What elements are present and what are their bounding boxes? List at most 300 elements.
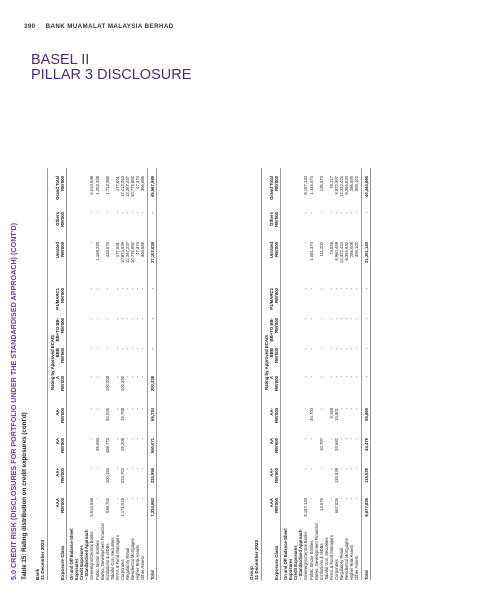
- column-header: Others RM'000: [55, 212, 65, 227]
- cell-value: 44,479: [363, 438, 369, 451]
- exposure-table-1: [35, 60, 235, 580]
- cell-value: -: [125, 498, 131, 500]
- cell-value: -: [334, 212, 339, 214]
- cell-value: -: [354, 438, 360, 440]
- cell-value: -: [344, 438, 350, 440]
- cell-value: 7,324,862: [149, 498, 155, 517]
- cell-value: -: [349, 498, 355, 500]
- row-label: Residential Mortgages: [130, 538, 136, 580]
- cell-value: -: [349, 408, 355, 410]
- column-header: AA- RM'000: [269, 408, 279, 423]
- cell-value: -: [303, 408, 309, 410]
- cell-value: -: [135, 408, 141, 410]
- row-label: Higher Risk Assets: [135, 544, 141, 580]
- cell-value: -: [114, 348, 120, 350]
- cell-value: -: [328, 348, 334, 350]
- cell-value: -: [89, 288, 95, 290]
- cell-value: -: [94, 212, 100, 214]
- cell-value: -: [334, 318, 339, 320]
- row-label: – Standardised Approach: [298, 529, 304, 580]
- cell-value: -: [308, 288, 314, 290]
- column-header: AA RM'000: [55, 438, 65, 453]
- cell-value: -: [104, 288, 110, 290]
- cell-value: 34,700: [308, 408, 314, 421]
- cell-value: -: [344, 348, 350, 350]
- cell-value: -: [334, 288, 339, 290]
- cell-value: -: [328, 498, 334, 500]
- cell-value: -: [89, 376, 95, 378]
- cell-value: 366,685: [140, 242, 146, 258]
- cell-value: -: [339, 408, 345, 410]
- cell-value: -: [318, 348, 324, 350]
- exposure-table-2: [249, 60, 449, 580]
- row-label: Takaful Cos, Securities: [323, 537, 329, 580]
- divider: [361, 168, 362, 580]
- cell-value: -: [344, 212, 350, 214]
- column-header: AA RM'000: [269, 438, 279, 453]
- section-title: 5.0 CREDIT RISK (DISCLOSURES FOR PORTFOLIO UNDER THE STANDARDISED APPROACH) (CONT'D): [9, 222, 18, 580]
- cell-value: -: [349, 468, 355, 470]
- cell-value: -: [349, 212, 355, 214]
- cell-value: 45,567,989: [149, 176, 155, 197]
- cell-value: -: [89, 408, 95, 410]
- cell-value: -: [303, 318, 309, 320]
- cell-value: -: [94, 468, 100, 470]
- cell-value: 10,797: [318, 438, 324, 451]
- cell-value: -: [339, 438, 345, 440]
- cell-value: -: [318, 318, 324, 320]
- cell-value: -: [135, 318, 141, 320]
- row-label: Banks, Development Financial: [99, 523, 105, 580]
- cell-value: -: [308, 498, 314, 500]
- column-header: AA- RM'000: [55, 408, 65, 423]
- cell-value: -: [328, 376, 334, 378]
- column-header: Unrated RM'000: [269, 242, 279, 259]
- cell-value: -: [94, 348, 100, 350]
- column-header: BBB RM'000: [55, 348, 65, 363]
- cell-value: -: [89, 318, 95, 320]
- row-label: Firms & Fund Managers: [328, 535, 334, 580]
- cell-value: -: [354, 376, 360, 378]
- cell-value: -: [308, 212, 314, 214]
- column-header: AAA RM'000: [55, 498, 65, 513]
- cell-value: 8,356,520: [344, 176, 350, 195]
- cell-value: -: [354, 498, 360, 500]
- cell-value: -: [94, 408, 100, 410]
- cell-value: 177,691: [114, 176, 120, 192]
- cell-value: 8,197,133: [303, 176, 309, 195]
- column-header: A RM'000: [269, 376, 279, 391]
- column-header: Grand Total RM'000: [269, 176, 279, 200]
- cell-value: -: [130, 498, 136, 500]
- cell-value: -: [354, 212, 360, 214]
- cell-value: 12,322,424: [339, 242, 345, 263]
- cell-value: -: [339, 318, 345, 320]
- exposure-class-label: Exposure Class: [274, 545, 279, 580]
- cell-value: -: [363, 212, 369, 214]
- cell-value: 111,200: [318, 242, 324, 257]
- row-label: Regulatory Retail: [339, 547, 345, 580]
- column-header: BB+TO BB- RM'000: [55, 318, 65, 342]
- cell-value: 9,872,507: [334, 176, 339, 195]
- cell-value: 15,801: [334, 408, 339, 421]
- cell-value: -: [328, 468, 334, 470]
- cell-value: -: [130, 348, 136, 350]
- cell-value: -: [354, 348, 360, 350]
- cell-value: -: [130, 212, 136, 214]
- table-entity: Bank: [35, 568, 40, 580]
- cell-value: -: [363, 348, 369, 350]
- cell-value: 5,613,639: [89, 498, 95, 517]
- cell-value: -: [339, 212, 345, 214]
- cell-value: -: [135, 498, 141, 500]
- total-row: [150, 20, 155, 580]
- cell-value: -: [135, 348, 141, 350]
- cell-value: -: [125, 438, 131, 440]
- column-header: AA+ RM'000: [269, 468, 279, 483]
- cell-value: -: [125, 408, 131, 410]
- column-header: BBB RM'000: [269, 348, 279, 363]
- divider: [156, 168, 157, 580]
- cell-value: -: [120, 212, 125, 214]
- cell-value: -: [130, 376, 136, 378]
- cell-value: -: [349, 376, 355, 378]
- cell-value: 37,102,028: [149, 242, 155, 263]
- row-label: Credit Exposures: [79, 545, 85, 580]
- cell-value: -: [89, 348, 95, 350]
- cell-value: -: [354, 408, 360, 410]
- cell-value: 433,675: [104, 242, 110, 258]
- cell-value: 1,168,235: [94, 242, 100, 261]
- row-label: Institutions & MDBs: [104, 543, 110, 580]
- cell-value: -: [349, 438, 355, 440]
- cell-value: 10,874,539: [120, 242, 125, 263]
- column-header: BB+TO BB- RM'000: [269, 318, 279, 342]
- cell-value: -: [349, 348, 355, 350]
- cell-value: -: [328, 212, 334, 214]
- cell-value: -: [339, 468, 345, 470]
- cell-value: 12,267,237: [125, 176, 131, 197]
- cell-value: -: [94, 318, 100, 320]
- cell-value: -: [130, 468, 136, 470]
- row-label: Banks, Development Financial: [313, 523, 319, 580]
- row-label: Other Assets: [140, 556, 146, 580]
- cell-value: -: [308, 468, 314, 470]
- divider: [147, 168, 148, 580]
- cell-value: 1,713,380: [104, 176, 110, 195]
- cell-value: -: [303, 376, 309, 378]
- cell-value: -: [140, 318, 146, 320]
- table-date: 31 December 2024: [40, 539, 46, 580]
- cell-value: -: [135, 468, 141, 470]
- divider: [280, 168, 281, 580]
- column-header: Grand Total RM'000: [55, 176, 65, 200]
- cell-value: 1,081,374: [308, 242, 314, 261]
- cell-value: -: [130, 408, 136, 410]
- cell-value: -: [140, 212, 146, 214]
- row-label: Sovereigns/Central Banks: [303, 531, 309, 580]
- cell-value: -: [149, 348, 155, 350]
- cell-value: -: [140, 376, 146, 378]
- row-label: Corporates: [334, 559, 339, 580]
- cell-value: -: [344, 288, 350, 290]
- table-entity: Group: [249, 566, 254, 580]
- cell-value: -: [363, 288, 369, 290]
- cell-value: -: [114, 376, 120, 378]
- cell-value: -: [149, 288, 155, 290]
- cell-value: -: [339, 288, 345, 290]
- cell-value: -: [344, 498, 350, 500]
- cell-value: -: [328, 318, 334, 320]
- cell-value: -: [344, 408, 350, 410]
- cell-value: -: [140, 438, 146, 440]
- cell-value: -: [114, 438, 120, 440]
- table-row: [354, 20, 359, 580]
- cell-value: -: [114, 468, 120, 470]
- row-label: Total: [149, 570, 155, 580]
- column-header: A RM'000: [55, 376, 65, 391]
- rotated-table-area: [9, 20, 469, 580]
- cell-value: 55,669: [363, 408, 369, 421]
- cell-value: 12,412,063: [120, 176, 125, 197]
- cell-value: 667,026: [334, 498, 339, 514]
- cell-value: -: [114, 408, 120, 410]
- cell-value: -: [303, 468, 309, 470]
- divider: [66, 168, 67, 580]
- cell-value: -: [125, 318, 131, 320]
- row-label: Corporates: [120, 559, 125, 580]
- cell-value: -: [104, 348, 110, 350]
- rating-header: Rating by Approved ECAIS: [264, 335, 269, 390]
- cell-value: -: [94, 376, 100, 378]
- cell-value: -: [318, 468, 324, 470]
- cell-value: -: [318, 408, 324, 410]
- total-row: [364, 20, 369, 580]
- cell-value: -: [89, 242, 95, 244]
- cell-value: 47,374: [135, 176, 141, 189]
- cell-value: -: [334, 348, 339, 350]
- cell-value: -: [135, 376, 141, 378]
- column-header: P1/MARC1 RM'000: [55, 288, 65, 310]
- cell-value: 359,102: [354, 176, 360, 192]
- row-label: Residential Mortgages: [344, 538, 350, 580]
- cell-value: -: [318, 288, 324, 290]
- cell-value: 100,008: [104, 376, 110, 392]
- cell-value: -: [130, 318, 136, 320]
- row-label: Credit Exposures: [293, 545, 299, 580]
- cell-value: -: [114, 318, 120, 320]
- cell-value: 50,026: [104, 408, 110, 421]
- cell-value: -: [120, 288, 125, 290]
- cell-value: -: [354, 288, 360, 290]
- cell-value: 15,708: [120, 408, 125, 421]
- row-label: Total: [363, 570, 369, 580]
- cell-value: -: [334, 376, 339, 378]
- cell-value: -: [354, 468, 360, 470]
- page-number: 390: [24, 23, 36, 30]
- cell-value: -: [349, 288, 355, 290]
- cell-value: -: [140, 468, 146, 470]
- cell-value: -: [94, 288, 100, 290]
- cell-value: 8,356,520: [344, 242, 350, 261]
- cell-value: -: [140, 348, 146, 350]
- exposure-class-label: Exposure Class: [60, 545, 65, 580]
- cell-value: -: [339, 348, 345, 350]
- cell-value: -: [328, 438, 334, 440]
- cell-value: -: [114, 212, 120, 214]
- cell-value: 12,322,424: [339, 176, 345, 197]
- cell-value: -: [89, 438, 95, 440]
- cell-value: -: [125, 212, 131, 214]
- cell-value: 135,673: [318, 176, 324, 192]
- cell-value: -: [120, 318, 125, 320]
- row-label: Public Sector Entities: [308, 540, 314, 580]
- row-label: Takaful Cos, Securities: [109, 537, 115, 580]
- cell-value: 100,330: [120, 376, 125, 392]
- title-line-2: PILLAR 3 DISCLOSURE: [31, 67, 192, 83]
- cell-value: -: [125, 376, 131, 378]
- cell-value: 1,171,519: [120, 498, 125, 517]
- cell-value: 10,776,892: [130, 176, 136, 197]
- cell-value: -: [344, 468, 350, 470]
- cell-value: 73,049: [328, 242, 334, 255]
- cell-value: 489,773: [104, 438, 110, 454]
- cell-value: -: [140, 408, 146, 410]
- row-label: Higher Risk Assets: [349, 544, 355, 580]
- cell-value: 115,539: [334, 468, 339, 483]
- bank-name: BANK MUAMALAT MALAYSIA BERHAD: [45, 23, 174, 30]
- cell-value: 359,102: [354, 242, 360, 258]
- cell-value: -: [318, 376, 324, 378]
- cell-value: 100,194: [104, 468, 110, 484]
- cell-value: -: [125, 288, 131, 290]
- cell-value: 25,205: [120, 438, 125, 451]
- cell-value: -: [149, 212, 155, 214]
- cell-value: 550,071: [149, 438, 155, 454]
- cell-value: -: [130, 288, 136, 290]
- cell-value: -: [149, 318, 155, 320]
- divider: [47, 168, 48, 580]
- table-row: [140, 20, 145, 580]
- cell-value: 13,676: [318, 498, 324, 511]
- cell-value: 10,776,892: [130, 242, 136, 263]
- column-header: Unrated RM'000: [55, 242, 65, 259]
- cell-value: 539,704: [104, 498, 110, 514]
- cell-value: -: [94, 498, 100, 500]
- cell-value: -: [328, 288, 334, 290]
- row-label: Exposures: [288, 558, 294, 580]
- cell-value: 12,267,237: [125, 242, 131, 263]
- cell-value: -: [339, 376, 345, 378]
- cell-value: 78,217: [328, 176, 334, 189]
- cell-value: 286,005: [349, 176, 355, 192]
- cell-value: 65,734: [149, 408, 155, 421]
- cell-value: -: [303, 288, 309, 290]
- cell-value: 200,338: [149, 376, 155, 392]
- cell-value: -: [114, 498, 120, 500]
- row-label: On and Off Balance-Sheet: [69, 528, 74, 580]
- column-header: Others RM'000: [269, 212, 279, 227]
- cell-value: -: [303, 438, 309, 440]
- cell-value: 366,685: [140, 176, 146, 192]
- cell-value: -: [135, 288, 141, 290]
- cell-value: 5,168: [328, 408, 334, 419]
- cell-value: 8,877,835: [363, 498, 369, 517]
- row-label: Firms & Fund Managers: [114, 535, 120, 580]
- cell-value: -: [114, 288, 120, 290]
- cell-value: 1,116,074: [308, 176, 314, 195]
- row-label: On and Off Balance-Sheet: [283, 528, 288, 580]
- title-line-1: BASEL II: [31, 52, 90, 68]
- cell-value: 35,093: [94, 438, 100, 451]
- cell-value: 40,444,666: [363, 176, 369, 197]
- cell-value: -: [104, 212, 110, 214]
- cell-value: -: [303, 242, 309, 244]
- cell-value: -: [135, 212, 141, 214]
- cell-value: -: [125, 468, 131, 470]
- row-label: Public Sector Entities: [94, 540, 100, 580]
- row-label: Sovereigns/Central Banks: [89, 531, 95, 580]
- cell-value: 33,682: [334, 438, 339, 451]
- cell-value: -: [363, 376, 369, 378]
- column-header: AAA RM'000: [269, 498, 279, 513]
- cell-value: -: [339, 498, 345, 500]
- cell-value: -: [130, 438, 136, 440]
- cell-value: -: [308, 348, 314, 350]
- column-header: P1/MARC1 RM'000: [269, 288, 279, 310]
- divider: [261, 168, 262, 580]
- table-title: Table 15: Rating distribution on credit exposures (cont'd): [21, 412, 28, 580]
- cell-value: -: [140, 498, 146, 500]
- row-label: Regulatory Retail: [125, 547, 131, 580]
- cell-value: -: [120, 348, 125, 350]
- table-date: 31 December 2023: [254, 539, 260, 580]
- divider: [370, 168, 371, 580]
- cell-value: 177,691: [114, 242, 120, 258]
- cell-value: 286,005: [349, 242, 355, 258]
- cell-value: -: [308, 318, 314, 320]
- cell-value: -: [89, 212, 95, 214]
- cell-value: -: [308, 438, 314, 440]
- cell-value: -: [308, 376, 314, 378]
- cell-value: 8,960,459: [334, 242, 339, 261]
- rating-header: Rating by Approved ECAIS: [50, 335, 55, 390]
- cell-value: 31,351,143: [363, 242, 369, 263]
- cell-value: -: [303, 212, 309, 214]
- row-label: Other Assets: [354, 556, 360, 580]
- cell-value: 1,203,328: [94, 176, 100, 195]
- cell-value: -: [344, 376, 350, 378]
- row-label: Institutions & MDBs: [318, 543, 324, 580]
- cell-value: -: [318, 212, 324, 214]
- cell-value: 8,197,133: [303, 498, 309, 517]
- cell-value: -: [303, 348, 309, 350]
- cell-value: -: [363, 318, 369, 320]
- cell-value: -: [354, 318, 360, 320]
- cell-value: -: [104, 318, 110, 320]
- cell-value: -: [89, 468, 95, 470]
- cell-value: -: [125, 348, 131, 350]
- row-label: Exposures: [74, 558, 80, 580]
- cell-value: 5,613,639: [89, 176, 95, 195]
- cell-value: 224,762: [120, 468, 125, 484]
- row-label: – Standardised Approach: [84, 529, 90, 580]
- cell-value: 115,539: [363, 468, 369, 483]
- cell-value: 324,956: [149, 468, 155, 484]
- cell-value: -: [349, 318, 355, 320]
- column-header: AA+ RM'000: [55, 468, 65, 483]
- cell-value: -: [140, 288, 146, 290]
